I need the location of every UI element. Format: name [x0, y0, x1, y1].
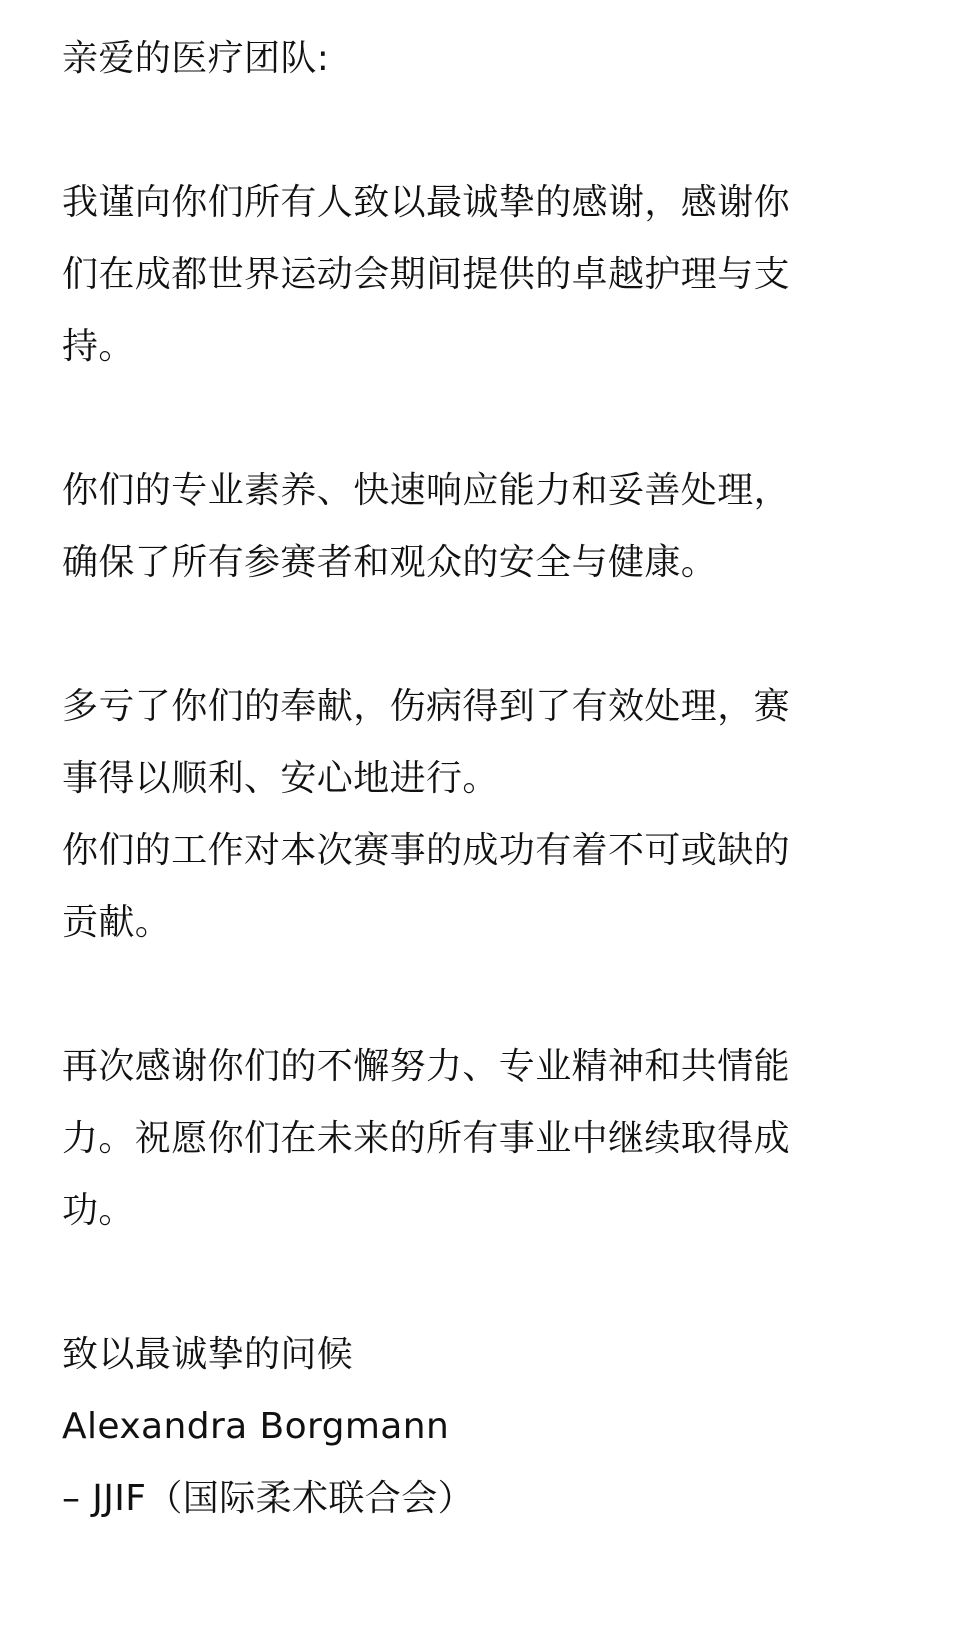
- greeting: 亲爱的医疗团队:: [62, 38, 330, 79]
- paragraph-3-line-2: 事得以顺利、安心地进行。: [62, 758, 499, 799]
- paragraph-spacer: [62, 599, 862, 671]
- paragraph-2-line-1: 你们的专业素养、快速响应能力和妥善处理，: [62, 470, 791, 511]
- paragraph-4-line-2: 力。祝愿你们在未来的所有事业中继续取得成: [62, 1118, 791, 1159]
- signer-name: Alexandra Borgmann: [62, 1406, 450, 1447]
- paragraph-1-line-2: 们在成都世界运动会期间提供的卓越护理与支: [62, 254, 791, 295]
- paragraph-2-line-2: 确保了所有参赛者和观众的安全与健康。: [62, 542, 718, 583]
- signer-organization: – JJIF（国际柔术联合会）: [62, 1478, 475, 1519]
- paragraph-spacer: [62, 383, 862, 455]
- paragraph-spacer: [62, 959, 862, 1031]
- paragraph-4-line-1: 再次感谢你们的不懈努力、专业精神和共情能: [62, 1046, 791, 1087]
- paragraph-4-line-3: 功。: [62, 1190, 135, 1231]
- paragraph-3-line-3: 你们的工作对本次赛事的成功有着不可或缺的: [62, 830, 791, 871]
- paragraph-spacer: [62, 95, 862, 167]
- paragraph-spacer: [62, 1247, 862, 1319]
- letter-body: [62, 0, 862, 1535]
- paragraph-1-line-3: 持。: [62, 326, 135, 367]
- closing: 致以最诚挚的问候: [62, 1334, 354, 1375]
- paragraph-1-line-1: 我谨向你们所有人致以最诚挚的感谢，感谢你: [62, 182, 791, 223]
- paragraph-3-line-4: 贡献。: [62, 902, 172, 943]
- paragraph-3-line-1: 多亏了你们的奉献，伤病得到了有效处理，赛: [62, 686, 791, 727]
